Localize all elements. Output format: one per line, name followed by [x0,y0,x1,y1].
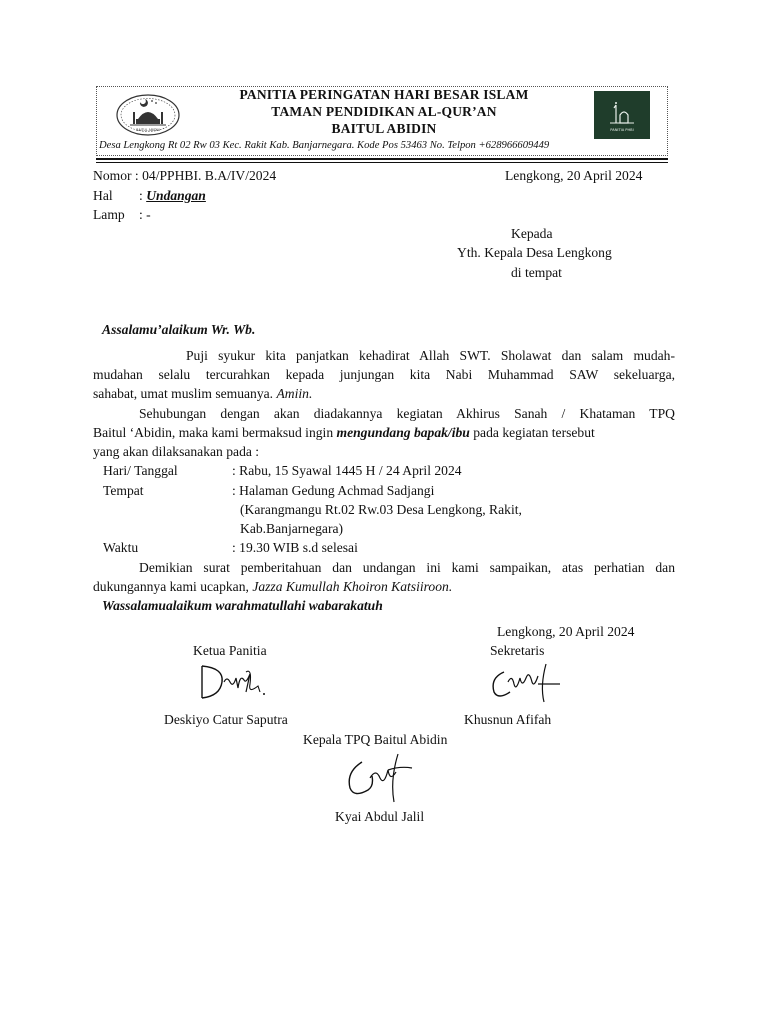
letterhead-rule-thick [96,158,668,160]
mosque-logo-icon [114,92,182,138]
recipient-name: Yth. Kepala Desa Lengkong [457,245,612,260]
event-day-value: : Rabu, 15 Syawal 1445 H / 24 April 2024 [232,463,462,478]
event-day-label: Hari/ Tanggal [103,463,178,478]
left-signature-icon [194,660,274,702]
letterhead-rule-thin [96,162,668,163]
paragraph2-invite: mengundang bapak/ibu [336,425,470,440]
left-signer-name: Deskiyo Catur Saputra [164,712,288,727]
event-place-label: Tempat [103,483,144,498]
hal-label: Hal [93,188,113,203]
svg-text:PANITIA PHBI: PANITIA PHBI [610,128,634,132]
right-signer-title: Sekretaris [490,643,545,658]
paragraph2-line2-a: Baitul ‘Abidin, maka kami bermaksud ingin [93,425,337,440]
right-signature-icon [486,660,566,706]
svg-text:BAITUL ABIDIN: BAITUL ABIDIN [136,128,160,132]
lamp-label: Lamp [93,207,125,222]
event-time-value: : 19.30 WIB s.d selesai [232,540,358,555]
letter-date: Lengkong, 20 April 2024 [505,168,643,183]
event-place-value3: Kab.Banjarnegara) [240,521,344,536]
paragraph2-line3: yang akan dilaksanakan pada : [93,444,260,459]
left-signer-title: Ketua Panitia [193,643,267,658]
paragraph1-line3-text: sahabat, umat muslim semuanya. [93,386,277,401]
paragraph1-amiin: Amiin. [276,386,313,401]
recipient-kepada: Kepada [511,226,553,241]
hal-value: Undangan [146,188,206,203]
paragraph1-line1: Puji syukur kita panjatkan kehadirat Allah SWT. Sholawat dan salam mudah- [186,348,675,363]
hal-row [139,187,206,205]
nomor-row [93,167,276,185]
letterhead-title-2: TAMAN PENDIDIKAN AL-QUR’AN [271,104,497,119]
closing-line1: Demikian surat pemberitahuan dan undangan ini kami sampaikan, atas perhatian dan [139,560,675,575]
pphbi-logo-icon [594,91,650,139]
letterhead-address: Desa Lengkong Rt 02 Rw 03 Kec. Rakit Kab. Banjarnegara. Kode Pos 53463 No. Telpon +628966609449 [99,140,550,151]
event-place-value1: : Halaman Gedung Achmad Sadjangi [232,483,435,498]
letterhead-title-1: PANITIA PERINGATAN HARI BESAR ISLAM [239,87,529,102]
bottom-signature-icon [342,748,422,806]
paragraph2-line2 [93,424,675,442]
lamp-value: : - [139,207,151,222]
nomor-value: : 04/PPHBI. B.A/IV/2024 [134,168,277,183]
closing-line2 [93,578,452,596]
closing-doa: Jazza Kumullah Khoiron Katsiiroon. [252,579,453,594]
closing-salam: Wassalamualaikum warahmatullahi wabarakatuh [102,598,383,613]
greeting: Assalamu’alaikum Wr. Wb. [102,322,256,337]
paragraph1-line3 [93,385,312,403]
event-time-label: Waktu [103,540,139,555]
recipient-place: di tempat [511,265,562,280]
signature-date: Lengkong, 20 April 2024 [497,624,635,639]
closing-line2-text: dukungannya kami ucapkan, [93,579,253,594]
bottom-signer-name: Kyai Abdul Jalil [335,809,425,824]
letterhead-title-3: BAITUL ABIDIN [331,121,437,136]
paragraph2-line2-c: pada kegiatan tersebut [469,425,595,440]
paragraph2-line1: Sehubungan dengan akan diadakannya kegiatan Akhirus Sanah / Khataman TPQ [139,406,675,421]
bottom-signer-title: Kepala TPQ Baitul Abidin [303,732,448,747]
right-signer-name: Khusnun Afifah [464,712,552,727]
nomor-label: Nomor [93,168,132,183]
hal-colon: : [139,188,147,203]
paragraph1-line2: mudahan selalu tercurahkan kepada junjungan kita Nabi Muhammad SAW sekeluarga, [93,367,675,382]
event-place-value2: (Karangmangu Rt.02 Rw.03 Desa Lengkong, Rakit, [240,502,522,517]
